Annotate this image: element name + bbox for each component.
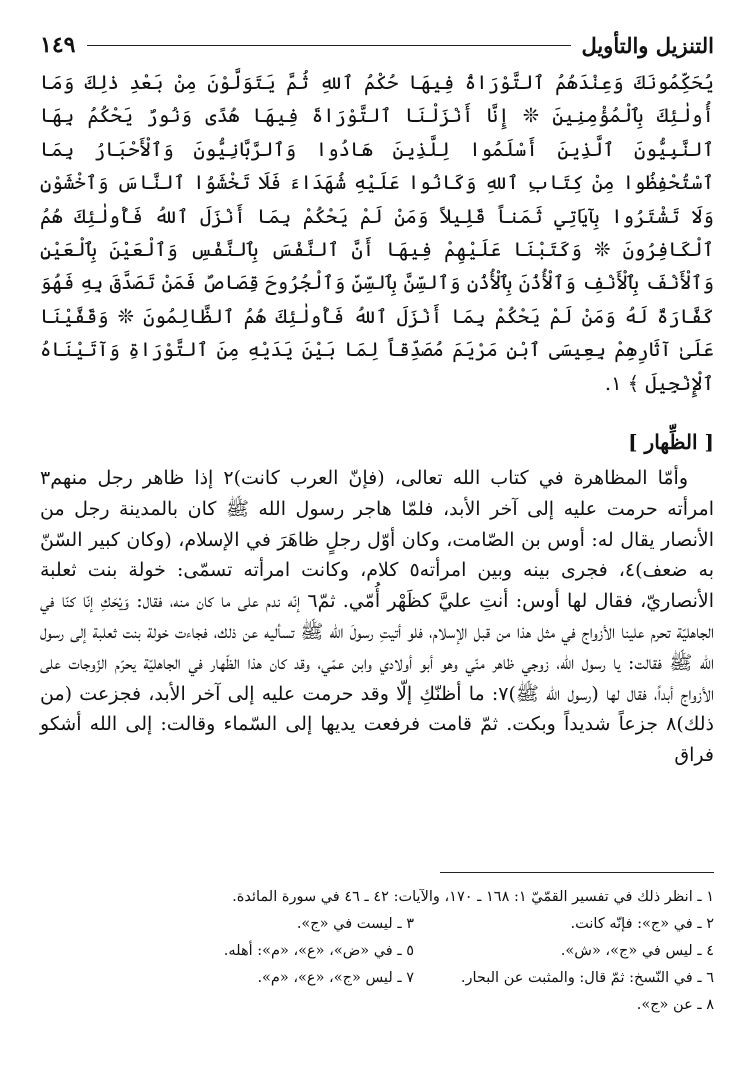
footnote-6: ٦ ـ في النّسخ: ثمّ قال: والمثبت عن البحار. [460, 970, 714, 986]
footnote-8: ٨ ـ عن «ج». [636, 997, 714, 1013]
footnote-separator [440, 872, 714, 873]
running-title: التنزيل والتأويل [581, 32, 714, 58]
page-header [40, 30, 714, 60]
footnote-row [40, 911, 714, 938]
footnote-1: ١ ـ انظر ذلك في تفسير القمّيّ ١: ١٦٨ ـ ١٧٠، والآيات: ٤٢ ـ ٤٦ في سورة المائدة. [232, 889, 714, 905]
footnote-row [40, 965, 714, 992]
footnote-4: ٤ ـ ليس في «ج»، «ش». [560, 943, 714, 959]
footnote-3: ٣ ـ ليست في «ج». [296, 916, 414, 932]
page-number: ١٤٩ [40, 32, 76, 58]
header-rule [87, 45, 571, 46]
body-paragraph: وأمّا المظاهرة في كتاب الله تعالى، (فإنّ العرب كانت)٢ إذا ظاهر رجل منهم٣ امرأته حرمت عليه إلى آخر الأبد، فلمّا هاجر رسول الله ﷺ كان بالمدينة رجل من الأنصار يقال له: أوس بن الصّامت، وكان أوّل رجلٍ ظاهَرَ في الإسلام، (وكان كبير السّنّ به ضعف)٤، فجرى بينه وبين امرأته٥ كلام، وكانت امرأته تسمّى: خولة بنت ثعلبة الأنصاريّ، فقال لها أوس: أنتِ عليَّ كظَهْر أُمّي. ثمّ٦ إنّه ندم على ما كان منه، فقال: وَيْحَكِ إنّا كنّا في الجاهليّة تحرم علينا الأزواج في مثل هذا من قبل الإسلام، فلو أتيتِ رسولَ الله ﷺ تسأليه عن ذلك، فجاءت خولة بنت ثعلبة إلى رسول الله ﷺ فقالت: يا رسول الله، زوجي ظاهر منّي وهو أبو أولادي وابن عمّي، وقد كان هذا الظّهار في الجاهليّة يحرّم الزّوجات على الأزواج أبداً، فقال لها (رسول الله ﷺ)٧: ما أظنّكِ إلّا وقد حرمت عليه إلى آخر الأبد، فجزعت (من ذلك)٨ جزعاً شديداً وبكت. ثمّ قامت فرفعت يديها إلى السّماء وقالت: إلى الله أشكو فراق [40, 467, 714, 767]
body-text [40, 463, 714, 771]
footnotes [40, 884, 714, 1019]
section-heading: [ الظِّهار ] [628, 430, 714, 454]
quran-passage [40, 66, 714, 400]
footnote-5: ٥ ـ في «ض»، «ع»، «م»: أهله. [223, 943, 414, 959]
quran-text: يُحَكِّمُونَكَ وَعِنْدَهُمُ ٱلتَّوْرَاةُ فِيهَا حُكْمُ ٱللهِ ثُمَّ يَتَوَلَّوْنَ مِنْ بَعْدِ ذٰلِكَ وَمَا أُولٰئِكَ بِٱلْمُؤْمِنِينَ ❊ إِنَّا أَنْزَلْنَا ٱلتَّوْرَاةَ فِيهَا هُدًى وَنُورٌ يَحْكُمُ بِهَا ٱلنَّبِيُّونَ ٱلَّذِينَ أَسْلَمُوا لِلَّذِينَ هَادُوا وَٱلرَّبَّانِيُّونَ وَٱلْأَحْبَارُ بِمَا ٱسْتُحْفِظُوا مِنْ كِتَابِ ٱللهِ وَكَانُوا عَلَيْهِ شُهَدَاءَ فَلَا تَخْشَوُا ٱلنَّاسَ وَٱخْشَوْنِ وَلَا تَشْتَرُوا بِآيَاتِي ثَمَناً قَلِيلاً وَمَنْ لَمْ يَحْكُمْ بِمَا أَنْزَلَ ٱللهُ فَأُولٰئِكَ هُمُ ٱلْكَافِرُونَ ❊ وَكَتَبْنَا عَلَيْهِمْ فِيهَا أَنَّ ٱلنَّفْسَ بِٱلنَّفْسِ وَٱلْعَيْنَ بِٱلْعَيْنِ وَٱلْأَنْفَ بِٱلْأَنْفِ وَٱلْأُذُنَ بِٱلْأُذُنِ وَٱلسِّنَّ بِٱلسِّنِّ وَٱلْجُرُوحَ قِصَاصٌ فَمَنْ تَصَدَّقَ بِهِ فَهُوَ كَفَّارَةٌ لَهُ وَمَنْ لَمْ يَحْكُمْ بِمَا أَنْزَلَ ٱللهُ فَأُولٰئِكَ هُمُ ٱلظَّالِمُونَ ❊ وَقَفَّيْنَا عَلَىٰ آثَارِهِمْ بِعِيسَى ٱبْنِ مَرْيَمَ مُصَدِّقاً لِمَا بَيْنَ يَدَيْهِ مِنَ ٱلتَّوْرَاةِ وَآتَيْنَاهُ ٱلْإِنْجِيلَ ﴾ ١. [40, 71, 714, 395]
footnote-row [40, 938, 714, 965]
footnote-7: ٧ ـ ليس «ج»، «ع»، «م». [257, 970, 414, 986]
footnote-2: ٢ ـ في «ج»: فإنّه كانت. [570, 916, 714, 932]
